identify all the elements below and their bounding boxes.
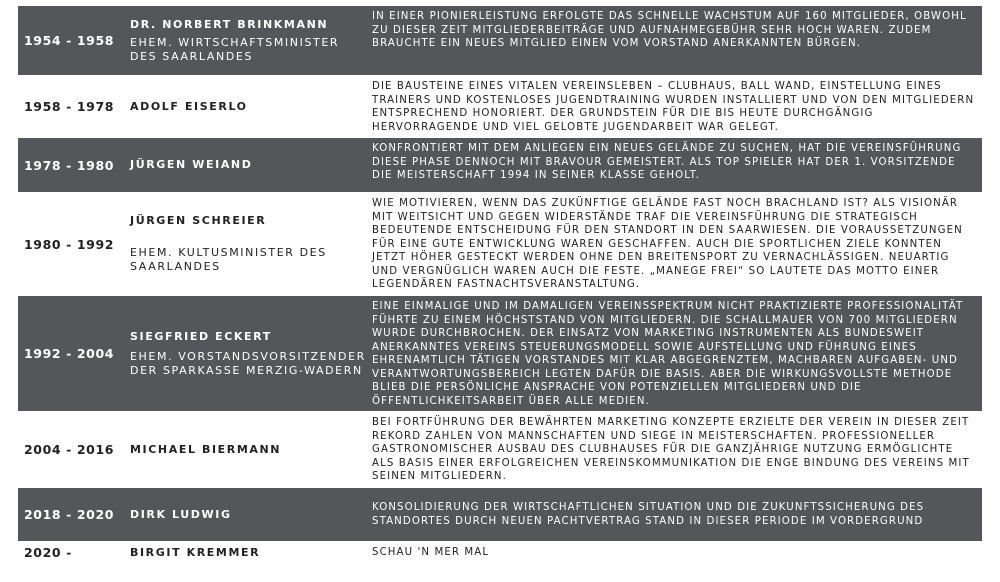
years-cell: 1954 - 1958 [24,33,115,48]
years-cell: 2018 - 2020 [24,507,115,522]
years-cell: 1992 - 2004 [24,346,115,361]
description-cell [368,412,982,487]
years-cell: 2004 - 2016 [24,442,115,457]
person-name: MICHAEL BIERMANN [130,442,282,456]
description-cell [368,296,982,411]
description-cell [368,193,982,295]
person-title: EHEM. VORSTANDSVORSITZENDER DER SPARKASSE MERZIG-WADERN [130,349,366,377]
chairmen-table [18,6,982,582]
person-name: SIEGFRIED ECKERT [130,329,272,343]
person-name: JÜRGEN SCHREIER [130,214,267,227]
table-row [18,296,982,412]
table-row [18,488,982,542]
person-name: BIRGIT KREMMER [130,546,261,559]
person-name: JÜRGEN WEIAND [130,158,253,171]
table-row [18,76,982,138]
person-cell [128,296,368,411]
description-cell [368,6,982,75]
person-cell [128,138,368,192]
years-cell: 1958 - 1978 [24,99,115,114]
person-name: DR. NORBERT BRINKMANN [130,17,329,31]
table-row [18,6,982,76]
years-cell: 1978 - 1980 [24,157,115,173]
table-row [18,138,982,193]
description-text: KONFRONTIERT MIT DEM ANLIEGEN EIN NEUES GELÄNDE ZU SUCHEN, HAT DIE VEREINSFÜHRUNG DIESE PHASE DENNOCH MIT BRAVOUR GEMEISTERT. ALS TOP SPIELER HAT DER 1. VORSITZENDE DIE MEISTERSCHAFT 1994 IN SEINER KLASSE GEHOLT. [372,143,962,181]
person-cell [128,488,368,541]
person-cell [128,193,368,295]
person-title: EHEM. KULTUSMINISTER DES SAARLANDES [130,246,327,273]
description-text: DIE BAUSTEINE EINES VITALEN VEREINSLEBEN – CLUBHAUS, BALL WAND, EINSTELLUNG EINES TRAINERS UND KOSTENLOSES JUGENDTRAINING WURDEN INSTALLIERT UND VON DEN MITGLIEDERN ENTSPRECHEND HONORIERT. DER GRUNDSTEIN FÜR DIE BIS HEUTE DURCHGÄNGIG HERVORRAGENDE UND VIEL GELOBTE JUGENDARBEIT WAR GELEGT. [372,81,975,133]
description-text: SCHAU 'N MER MAL [372,547,490,558]
person-title: EHEM. WIRTSCHAFTSMINISTER DES SAARLANDES [130,35,340,63]
description-text: BEI FORTFÜHRUNG DER BEWÄHRTEN MARKETING KONZEPTE ERZIELTE DER VEREIN IN DIESER ZEIT REKORD ZAHLEN VON MANNSCHAFTEN UND SIEGE IN MEISTERSCHAFTEN. PROFESSIONELLER GASTRONOMISCHER AUSBAU DES CLUBHAUSES FÜR DIE GANZJÄHRIGE NUTZUNG ERMÖGLICHTE ALS BASIS EINER ERFOLGREICHEN VEREINSKOMMUNIKATION DIE ENGE BINDUNG DES VEREINS MIT SEINEN MITGLIEDERN. [372,417,970,482]
person-name: ADOLF EISERLO [130,99,248,113]
person-cell [128,76,368,137]
years-cell: 2020 - [24,545,72,560]
person-name: DIRK LUDWIG [130,507,232,521]
person-cell [128,412,368,487]
years-cell: 1980 - 1992 [24,236,115,252]
description-cell [368,76,982,137]
description-text: WIE MOTIVIEREN, WENN DAS ZUKÜNFTIGE GELÄNDE FAST NOCH BRACHLAND IST? ALS VISIONÄR MIT WEITSICHT UND GEGEN WIDERSTÄNDE TRAF DIE VEREINSFÜHRUNG DIE STRATEGISCH BEDEUTENDE ENTSCHEIDUNG FÜR DEN STANDORT IN DEN SAARWIESEN. DIE VORAUSSETZUNGEN FÜR EINE GUTE ENTWICKLUNG WAREN GESCHAFFEN. AUCH DIE SPORTLICHEN ZIELE KONNTEN JETZT HÖHER GESTECKT WERDEN OHNE DEN BREITENSPORT ZU VERNACHLÄSSIGEN. NEUARTIG UND VERGNÜGLICH WAREN AUCH DIE FESTE. „MANEGE FREI“ SO LAUTETE DAS MOTTO EINER LEGENDÄREN FASTNACHTSVERANSTALTUNG. [372,198,963,290]
table-row [18,193,982,296]
description-text: EINE EINMALIGE UND IM DAMALIGEN VEREINSSPEKTRUM NICHT PRAKTIZIERTE PROFESSIONALITÄT FÜHRTE ZU EINEM HÖCHSTSTAND VON MITGLIEDERN. DIE SCHALLMAUER VON 700 MITGLIEDERN WURDE DURCHBROCHEN. DER EINSATZ VON MARKETING INSTRUMENTEN ALS BUNDESWEIT ANERKANNTES VEREINS STEUERUNGSMODELL SOWIE AUFSTELLUNG UND FÜHRUNG EINES EHRENAMTLICH TÄTIGEN VORSTANDES MIT KLAR ABGEGRENZTEM, MACHBAREN AUFGABEN- UND VERANTWORTUNGSBEREICH LEGTEN DAFÜR DIE BASIS. ABER DIE WIRKUNGSVOLLSTE METHODE BLIEB DIE PERSÖNLICHE ANSPRACHE VON POTENZIELLEN MITGLIEDERN UND DIE ÖFFENTLICHKEITSARBEIT ÜBER ALLE MEDIEN. [372,301,964,407]
description-cell [368,488,982,541]
table-row [18,542,982,582]
description-text: IN EINER PIONIERLEISTUNG ERFOLGTE DAS SCHNELLE WACHSTUM AUF 160 MITGLIEDER, OBWOHL ZU DIESER ZEIT MITGLIEDERBEITRÄGE UND AUFNAHMEGEBÜHR SEHR HOCH WAREN. ZUDEM BRAUCHTE EIN NEUES MITGLIED EINEN VOM VORSTAND ANERKANNTEN BÜRGEN. [372,11,967,49]
table-row [18,412,982,488]
description-text: KONSOLIDIERUNG DER WIRTSCHAFTLICHEN SITUATION UND DIE ZUKUNFTSSICHERUNG DES STANDORTES DURCH NEUEN PACHTVERTRAG STAND IN DIESER PERIODE IM VORDERGRUND [372,502,925,527]
person-cell [128,6,368,75]
description-cell [368,138,982,192]
